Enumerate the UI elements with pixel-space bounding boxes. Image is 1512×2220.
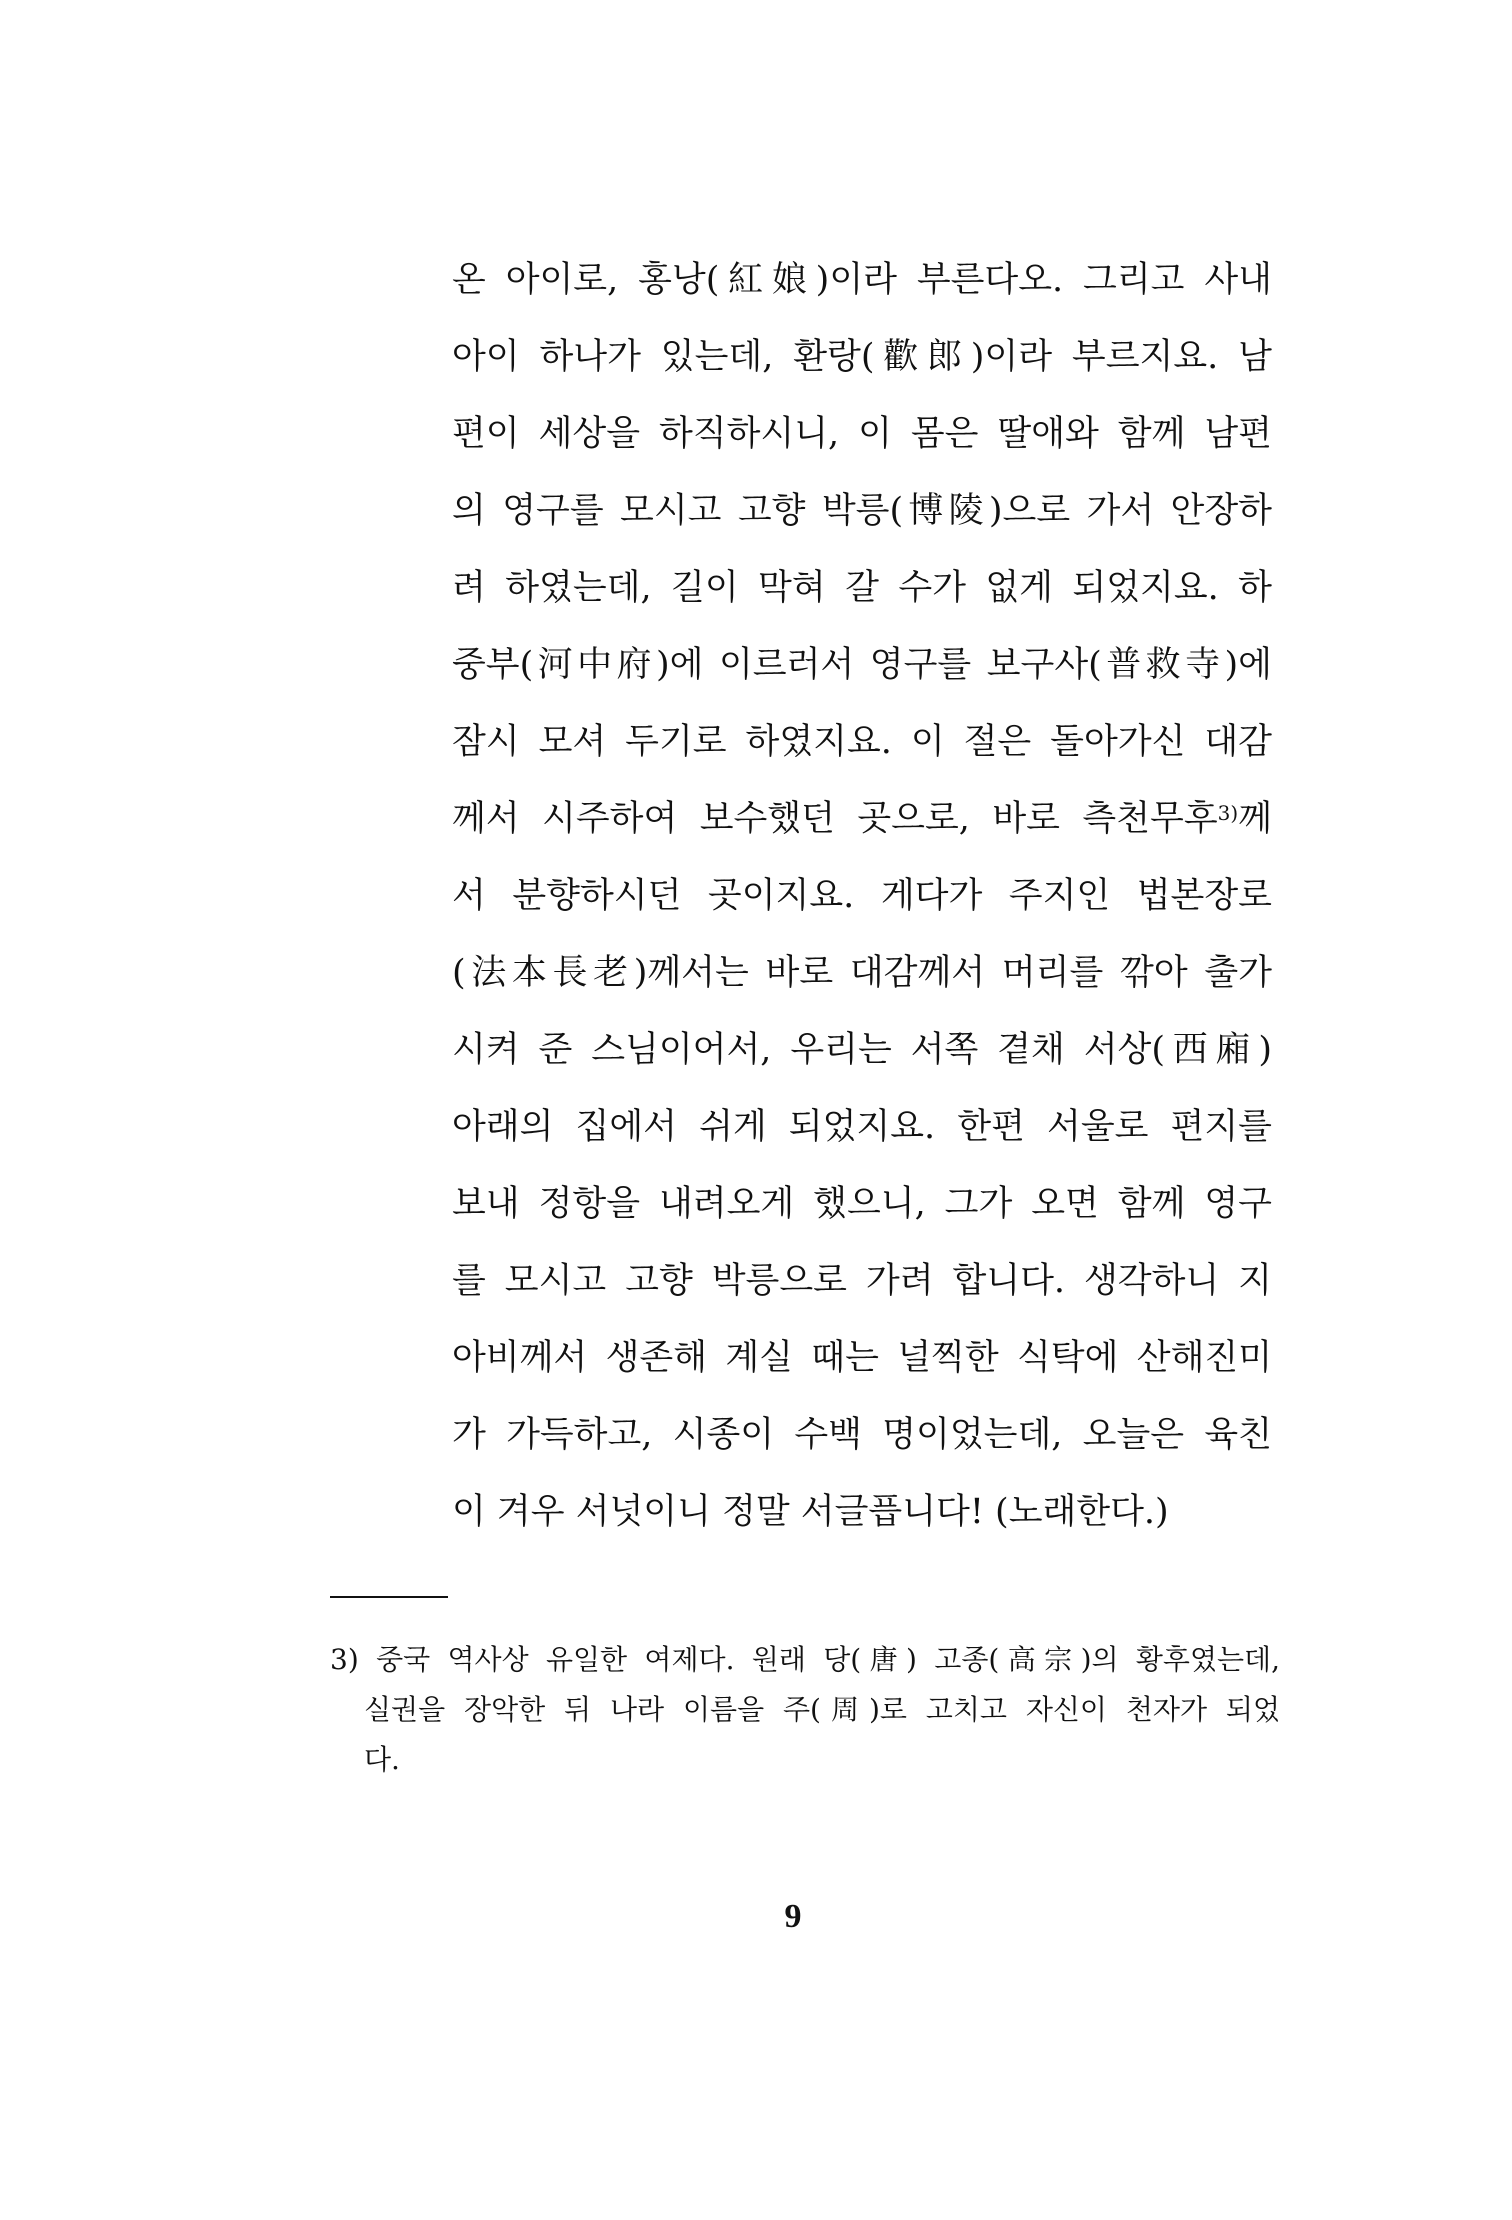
body-text [452,254,1272,1563]
footnote-line [330,1640,1280,1690]
text-line: 잠시 모셔 두기로 하였지요. 이 절은 돌아가신 대감 [452,722,1272,762]
footnote-section [330,1640,1280,1790]
text-line: 아비께서 생존해 계실 때는 널찍한 식탁에 산해진미 [452,1338,1272,1378]
footnote-reference[interactable]: 3) [1217,801,1239,825]
text-line: 편이 세상을 하직하시니, 이 몸은 딸애와 함께 남편 [452,414,1272,454]
text-line: 이 겨우 서넛이니 정말 서글픕니다! (노래한다.) [452,1492,1169,1532]
text-line: 아래의 집에서 쉬게 되었지요. 한편 서울로 편지를 [452,1107,1272,1147]
text-line: 보내 정항을 내려오게 했으니, 그가 오면 함께 영구 [452,1184,1272,1224]
footnote-marker: 3) [330,1643,359,1676]
footnote-line: 다. [364,1743,400,1776]
text-segment: 께서 시주하여 보수했던 곳으로, 바로 측천무후 [452,799,1218,839]
footnote-text: 중국 역사상 유일한 여제다. 원래 당(唐) 고종(高宗)의 황후였는데, [376,1643,1280,1676]
text-line: 가 가득하고, 시종이 수백 명이었는데, 오늘은 육친 [452,1415,1272,1455]
text-line-with-footnote [452,793,1272,870]
footnote-divider [330,1596,448,1598]
text-line: 중부(河中府)에 이르러서 영구를 보구사(普救寺)에 [452,645,1272,685]
text-line: 의 영구를 모시고 고향 박릉(博陵)으로 가서 안장하 [452,491,1272,531]
text-line: 아이 하나가 있는데, 환랑(歡郎)이라 부르지요. 남 [452,337,1272,377]
text-line: 를 모시고 고향 박릉으로 가려 합니다. 생각하니 지 [452,1261,1272,1301]
text-line: 온 아이로, 홍낭(紅娘)이라 부른다오. 그리고 사내 [452,260,1272,300]
text-line: 시켜 준 스님이어서, 우리는 서쪽 곁채 서상(西廂) [452,1030,1272,1070]
text-segment: 께 [1238,799,1272,839]
text-line: 서 분향하시던 곳이지요. 게다가 주지인 법본장로 [452,876,1272,916]
page-number: 9 [784,1898,802,1935]
text-line: (法本長老)께서는 바로 대감께서 머리를 깎아 출가 [452,953,1272,993]
text-line: 려 하였는데, 길이 막혀 갈 수가 없게 되었지요. 하 [452,568,1272,608]
footnote-line: 실권을 장악한 뒤 나라 이름을 주(周)로 고치고 자신이 천자가 되었 [364,1693,1280,1726]
